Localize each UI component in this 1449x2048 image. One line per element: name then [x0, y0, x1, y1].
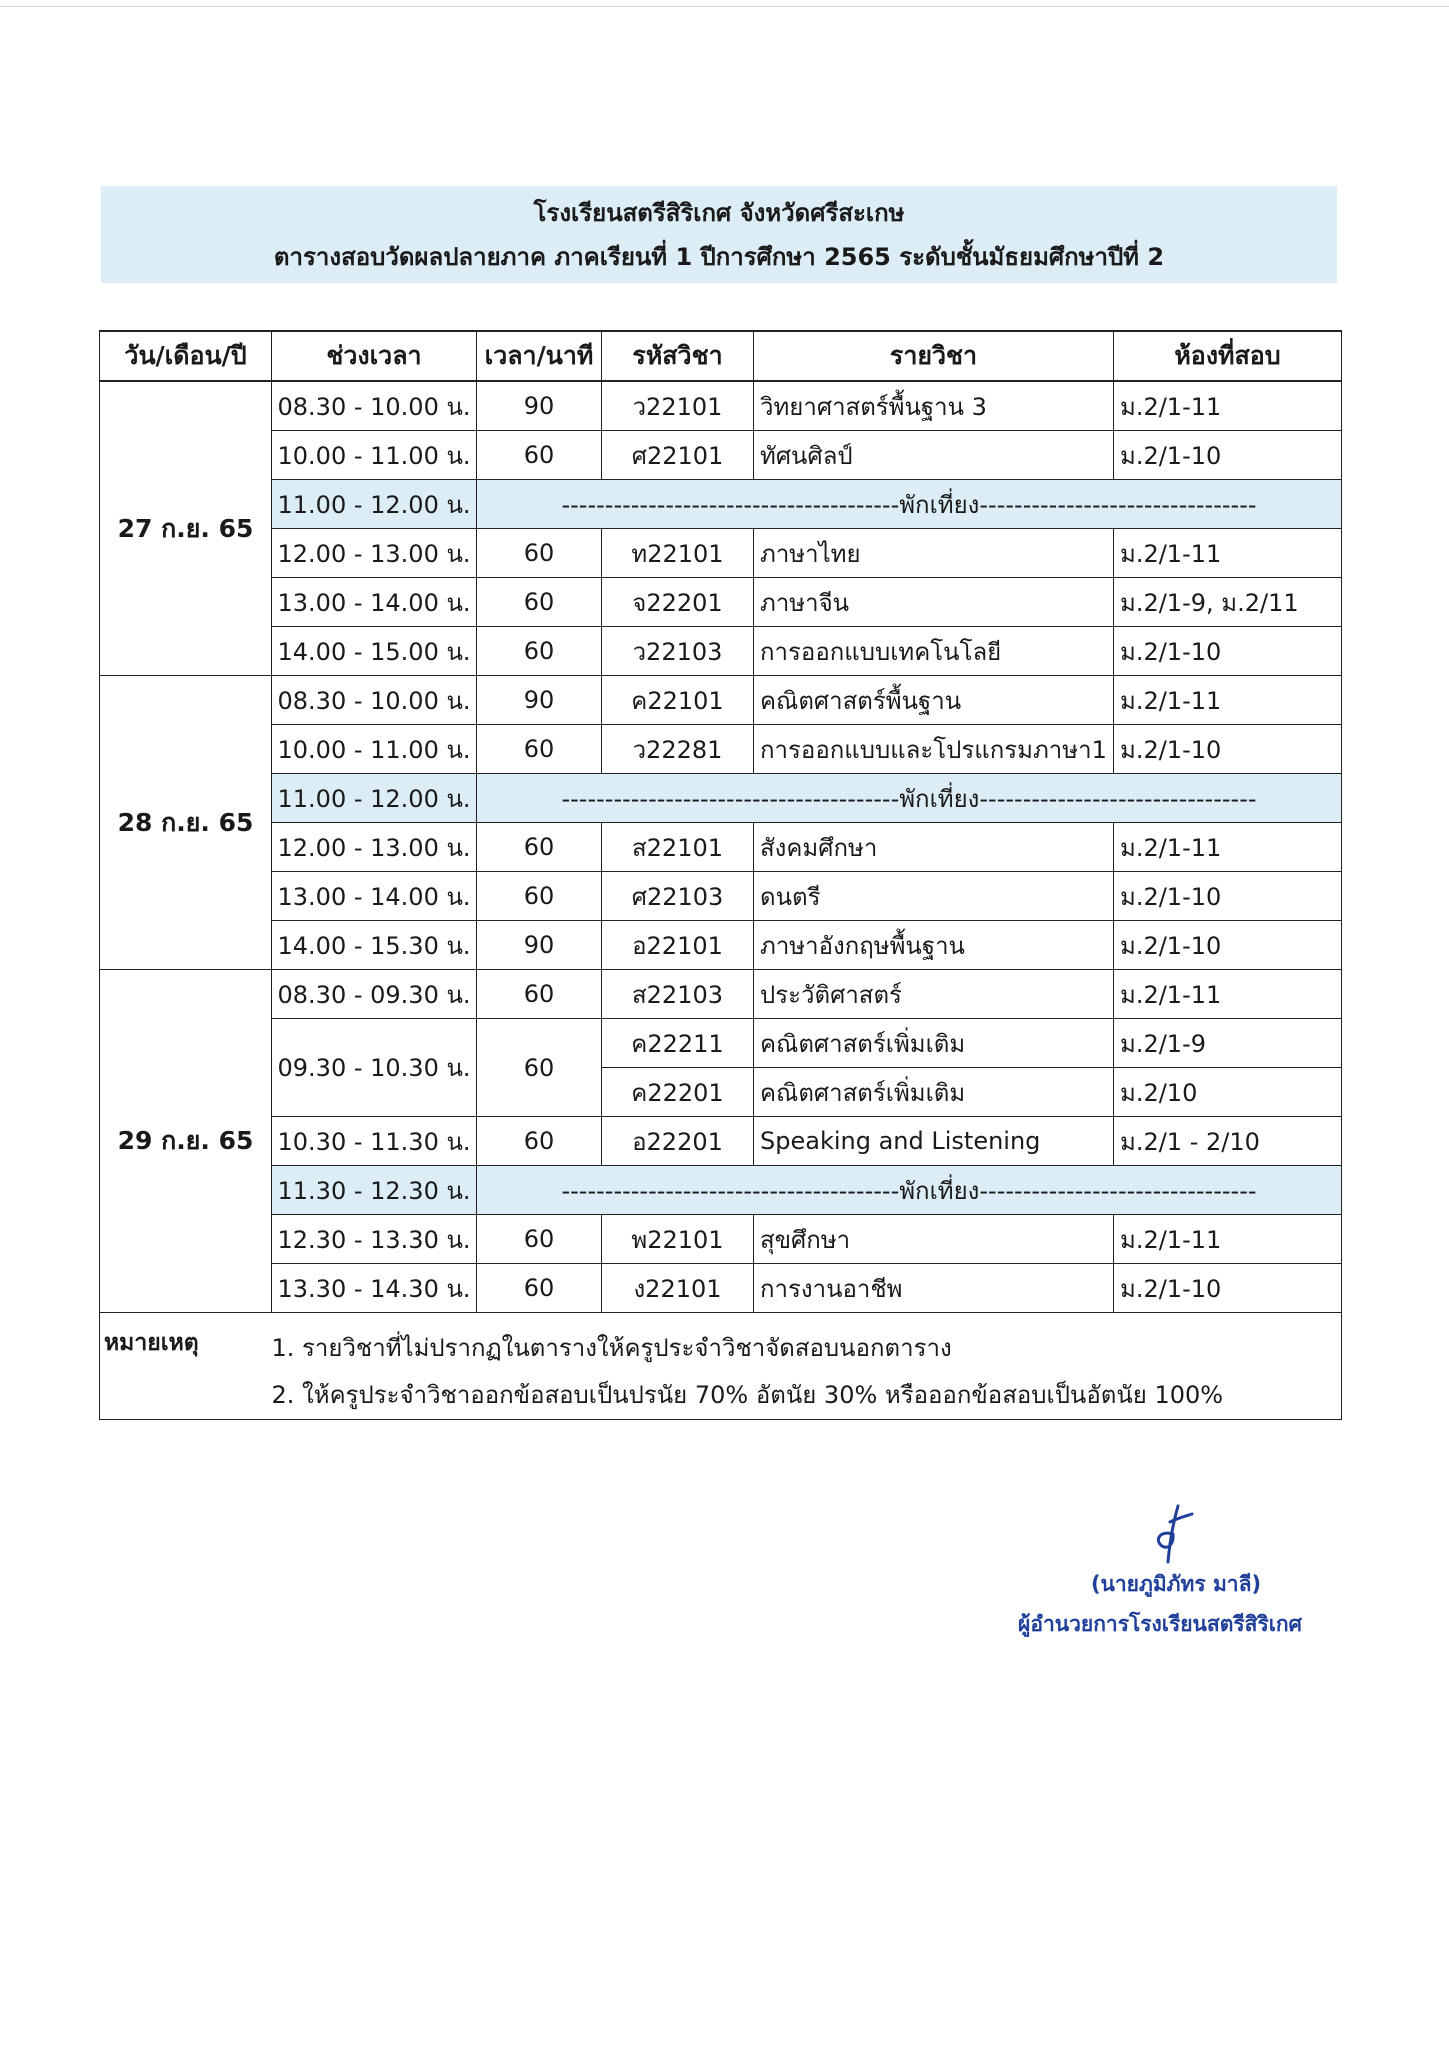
- code-cell: ง22101: [602, 1264, 754, 1313]
- subject-cell: คณิตศาสตร์เพิ่มเติม: [754, 1019, 1114, 1068]
- code-cell: ว22101: [602, 381, 754, 431]
- note-item: 2. ให้ครูประจำวิชาออกข้อสอบเป็นปรนัย 70% อัตนัย 30% หรือออกข้อสอบเป็นอัตนัย 100%: [271, 1381, 1224, 1409]
- signatory-position: ผู้อำนวยการโรงเรียนสตรีสิริเกศ: [1018, 1612, 1302, 1636]
- minutes-cell: 60: [477, 725, 602, 774]
- table-row: [100, 1264, 1342, 1313]
- minutes-cell: 90: [477, 921, 602, 970]
- room-cell: ม.2/1-10: [1114, 627, 1342, 676]
- table-row: [100, 529, 1342, 578]
- room-cell: ม.2/1-10: [1114, 431, 1342, 480]
- table-header-row: [100, 331, 1342, 381]
- code-cell: ท22101: [602, 529, 754, 578]
- col-room: ห้องที่สอบ: [1114, 331, 1342, 381]
- notes-label-cell: [100, 1313, 272, 1420]
- subject-cell: Speaking and Listening: [754, 1117, 1114, 1166]
- lunch-row: [100, 774, 1342, 823]
- subject-cell: สุขศึกษา: [754, 1215, 1114, 1264]
- lunch-row: [100, 480, 1342, 529]
- minutes-cell: 90: [477, 676, 602, 725]
- table-row: [100, 578, 1342, 627]
- lunch-break-cell: ---------------------------------------พักเที่ยง--------------------------------: [477, 1166, 1342, 1215]
- time-cell: 10.00 - 11.00 น.: [272, 725, 477, 774]
- code-cell: ค22201: [602, 1068, 754, 1117]
- subject-cell: การออกแบบเทคโนโลยี: [754, 627, 1114, 676]
- room-cell: ม.2/1-11: [1114, 381, 1342, 431]
- lunch-break-cell: ---------------------------------------พักเที่ยง--------------------------------: [477, 774, 1342, 823]
- subject-cell: วิทยาศาสตร์พื้นฐาน 3: [754, 381, 1114, 431]
- col-time-range: ช่วงเวลา: [272, 331, 477, 381]
- time-cell: 10.00 - 11.00 น.: [272, 431, 477, 480]
- room-cell: ม.2/1-11: [1114, 1215, 1342, 1264]
- col-minutes: เวลา/นาที: [477, 331, 602, 381]
- notes-content-cell: [272, 1313, 1342, 1420]
- room-cell: ม.2/1 - 2/10: [1114, 1117, 1342, 1166]
- time-cell: 11.00 - 12.00 น.: [272, 480, 477, 529]
- code-cell: ว22281: [602, 725, 754, 774]
- subject-cell: คณิตศาสตร์พื้นฐาน: [754, 676, 1114, 725]
- table-row: [100, 970, 1342, 1019]
- minutes-cell: 60: [477, 1264, 602, 1313]
- subject-cell: ทัศนศิลป์: [754, 431, 1114, 480]
- room-cell: ม.2/1-11: [1114, 970, 1342, 1019]
- subject-cell: ภาษาไทย: [754, 529, 1114, 578]
- code-cell: พ22101: [602, 1215, 754, 1264]
- code-cell: ค22211: [602, 1019, 754, 1068]
- time-cell: 14.00 - 15.30 น.: [272, 921, 477, 970]
- room-cell: ม.2/1-10: [1114, 1264, 1342, 1313]
- room-cell: ม.2/1-11: [1114, 823, 1342, 872]
- table-row: [100, 872, 1342, 921]
- time-cell: 08.30 - 10.00 น.: [272, 381, 477, 431]
- note-item: 1. รายวิชาที่ไม่ปรากฏในตารางให้ครูประจำวิชาจัดสอบนอกตาราง: [271, 1334, 952, 1362]
- time-cell: 11.00 - 12.00 น.: [272, 774, 477, 823]
- day-cell: 28 ก.ย. 65: [100, 676, 272, 970]
- code-cell: ส22103: [602, 970, 754, 1019]
- time-cell: 08.30 - 10.00 น.: [272, 676, 477, 725]
- code-cell: ว22103: [602, 627, 754, 676]
- minutes-cell: 60: [477, 970, 602, 1019]
- lunch-row: [100, 1166, 1342, 1215]
- time-cell: 12.30 - 13.30 น.: [272, 1215, 477, 1264]
- notes-label: หมายเหตุ: [104, 1330, 199, 1356]
- lunch-break-cell: ---------------------------------------พักเที่ยง--------------------------------: [477, 480, 1342, 529]
- minutes-cell: 60: [477, 578, 602, 627]
- table-row: [100, 1117, 1342, 1166]
- subject-cell: ประวัติศาสตร์: [754, 970, 1114, 1019]
- table-row: [100, 381, 1342, 431]
- subject-cell: ภาษาจีน: [754, 578, 1114, 627]
- signatory-name: (นายภูมิภัทร มาลี): [1090, 1572, 1262, 1596]
- table-row: [100, 725, 1342, 774]
- minutes-cell: 60: [477, 1117, 602, 1166]
- time-cell: 12.00 - 13.00 น.: [272, 529, 477, 578]
- code-cell: อ22201: [602, 1117, 754, 1166]
- code-cell: ค22101: [602, 676, 754, 725]
- room-cell: ม.2/1-9, ม.2/11: [1114, 578, 1342, 627]
- notes-row: [100, 1313, 1342, 1420]
- day-cell: 27 ก.ย. 65: [100, 381, 272, 676]
- code-cell: ส22101: [602, 823, 754, 872]
- room-cell: ม.2/1-11: [1114, 676, 1342, 725]
- time-cell: 09.30 - 10.30 น.: [272, 1019, 477, 1117]
- code-cell: ศ22101: [602, 431, 754, 480]
- table-row: [100, 1215, 1342, 1264]
- room-cell: ม.2/1-10: [1114, 725, 1342, 774]
- signature-block: [990, 1500, 1350, 1650]
- minutes-cell: 90: [477, 381, 602, 431]
- time-cell: 12.00 - 13.00 น.: [272, 823, 477, 872]
- time-cell: 13.00 - 14.00 น.: [272, 872, 477, 921]
- table-row: [100, 921, 1342, 970]
- table-row: [100, 1019, 1342, 1068]
- col-code: รหัสวิชา: [602, 331, 754, 381]
- table-row: [100, 823, 1342, 872]
- exam-schedule-table: [99, 330, 1342, 1420]
- table-row: [100, 431, 1342, 480]
- notes-list: [272, 1313, 1342, 1419]
- subject-cell: การงานอาชีพ: [754, 1264, 1114, 1313]
- table-row: [100, 627, 1342, 676]
- room-cell: ม.2/1-11: [1114, 529, 1342, 578]
- table-row: [100, 676, 1342, 725]
- signature-mark-icon: [1140, 1500, 1200, 1570]
- day-cell: 29 ก.ย. 65: [100, 970, 272, 1313]
- code-cell: จ22201: [602, 578, 754, 627]
- top-edge-line: [0, 6, 1449, 7]
- minutes-cell: 60: [477, 872, 602, 921]
- subject-cell: คณิตศาสตร์เพิ่มเติม: [754, 1068, 1114, 1117]
- minutes-cell: 60: [477, 627, 602, 676]
- room-cell: ม.2/1-10: [1114, 872, 1342, 921]
- room-cell: ม.2/10: [1114, 1068, 1342, 1117]
- col-date: วัน/เดือน/ปี: [100, 331, 272, 381]
- room-cell: ม.2/1-9: [1114, 1019, 1342, 1068]
- time-cell: 10.30 - 11.30 น.: [272, 1117, 477, 1166]
- minutes-cell: 60: [477, 529, 602, 578]
- room-cell: ม.2/1-10: [1114, 921, 1342, 970]
- code-cell: อ22101: [602, 921, 754, 970]
- minutes-cell: 60: [477, 1215, 602, 1264]
- subject-cell: ดนตรี: [754, 872, 1114, 921]
- subject-cell: สังคมศึกษา: [754, 823, 1114, 872]
- minutes-cell: 60: [477, 431, 602, 480]
- time-cell: 13.30 - 14.30 น.: [272, 1264, 477, 1313]
- school-title: โรงเรียนสตรีสิริเกศ จังหวัดศรีสะเกษ: [533, 198, 905, 227]
- time-cell: 14.00 - 15.00 น.: [272, 627, 477, 676]
- code-cell: ศ22103: [602, 872, 754, 921]
- time-cell: 13.00 - 14.00 น.: [272, 578, 477, 627]
- exam-subtitle: ตารางสอบวัดผลปลายภาค ภาคเรียนที่ 1 ปีการศึกษา 2565 ระดับชั้นมัธยมศึกษาปีที่ 2: [273, 242, 1165, 271]
- col-subject: รายวิชา: [754, 331, 1114, 381]
- document-header: [101, 186, 1337, 283]
- minutes-cell: 60: [477, 1019, 602, 1117]
- time-cell: 11.30 - 12.30 น.: [272, 1166, 477, 1215]
- time-cell: 08.30 - 09.30 น.: [272, 970, 477, 1019]
- minutes-cell: 60: [477, 823, 602, 872]
- subject-cell: ภาษาอังกฤษพื้นฐาน: [754, 921, 1114, 970]
- subject-cell: การออกแบบและโปรแกรมภาษา1: [754, 725, 1114, 774]
